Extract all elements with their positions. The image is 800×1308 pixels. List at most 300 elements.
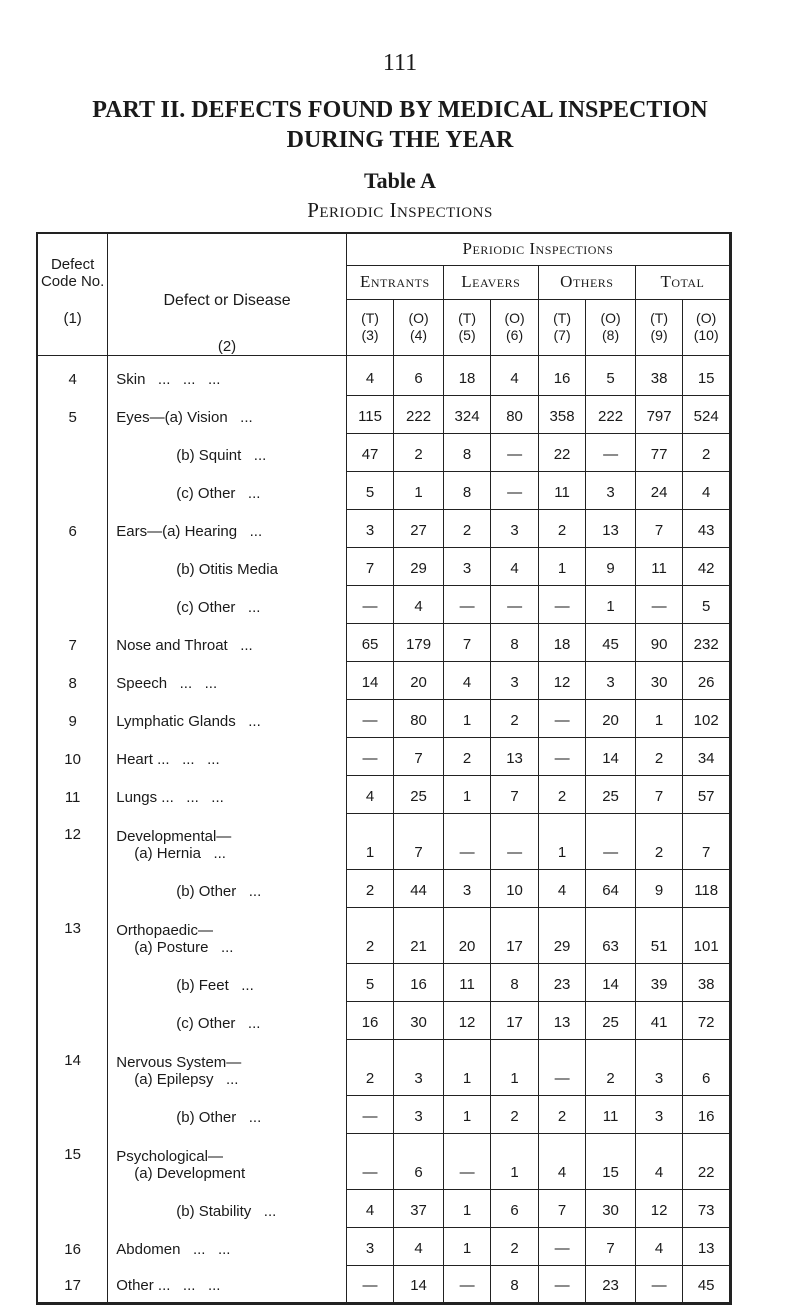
value-cell: 2	[443, 738, 491, 776]
value-cell: 102	[683, 700, 731, 738]
subcolumn-number: (6)	[506, 327, 524, 344]
subcolumn-label: (T)	[458, 310, 476, 327]
value-cell: 7	[346, 548, 394, 586]
defect-code	[37, 870, 108, 908]
value-cell: 7	[491, 776, 539, 814]
defect-code: 6	[37, 510, 108, 548]
defect-name: (b) Otitis Media	[108, 548, 347, 586]
value-cell: 23	[586, 1266, 636, 1304]
defect-name: Skin ... ... ...	[108, 356, 347, 396]
defect-name: (c) Other ...	[108, 472, 347, 510]
defect-code: 17	[37, 1266, 108, 1304]
value-cell: —	[443, 1266, 491, 1304]
subcolumn-number: (7)	[553, 327, 571, 344]
category-header-entrants: Entrants	[346, 265, 443, 299]
table-header	[37, 233, 731, 356]
value-cell: 6	[491, 1190, 539, 1228]
table-row	[37, 700, 731, 738]
value-cell: 14	[394, 1266, 444, 1304]
defect-name: Speech ... ...	[108, 662, 347, 700]
table-row	[37, 738, 731, 776]
value-cell: 4	[538, 870, 586, 908]
value-cell: 3	[491, 662, 539, 700]
value-cell: 45	[586, 624, 636, 662]
value-cell: 6	[394, 356, 444, 396]
subcolumn-label: (O)	[600, 310, 621, 327]
value-cell: 20	[586, 700, 636, 738]
subcolumn-header	[683, 299, 731, 355]
value-cell: 37	[394, 1190, 444, 1228]
defect-name: Heart ... ... ...	[108, 738, 347, 776]
value-cell: 5	[346, 964, 394, 1002]
value-cell: —	[491, 586, 539, 624]
value-cell: 7	[586, 1228, 636, 1266]
value-cell: 2	[491, 1096, 539, 1134]
value-cell: 2	[491, 700, 539, 738]
value-cell: 4	[491, 356, 539, 396]
table-row	[37, 434, 731, 472]
value-cell: —	[443, 586, 491, 624]
value-cell: —	[346, 1266, 394, 1304]
value-cell: 232	[683, 624, 731, 662]
value-cell: 3	[394, 1096, 444, 1134]
value-cell: 13	[538, 1002, 586, 1040]
defect-code	[37, 586, 108, 624]
value-cell: 63	[586, 908, 636, 964]
defect-code: 12	[37, 814, 108, 870]
value-cell: —	[346, 586, 394, 624]
value-cell: 4	[635, 1228, 683, 1266]
value-cell: 2	[683, 434, 731, 472]
value-cell: 8	[491, 964, 539, 1002]
defect-code: 10	[37, 738, 108, 776]
value-cell: 9	[586, 548, 636, 586]
value-cell: —	[346, 738, 394, 776]
value-cell: 2	[346, 870, 394, 908]
subcolumn-number: (5)	[458, 327, 476, 344]
subcolumn-header	[394, 299, 444, 355]
value-cell: 2	[635, 814, 683, 870]
table-row	[37, 586, 731, 624]
value-cell: 797	[635, 396, 683, 434]
value-cell: 9	[635, 870, 683, 908]
value-cell: 3	[346, 1228, 394, 1266]
value-cell: 27	[394, 510, 444, 548]
value-cell: —	[538, 1266, 586, 1304]
value-cell: 15	[586, 1134, 636, 1190]
value-cell: 2	[635, 738, 683, 776]
defect-subitem: (a) Hernia ...	[134, 844, 226, 862]
value-cell: 7	[394, 738, 444, 776]
defect-code: 4	[37, 356, 108, 396]
heading-line-1: PART II. DEFECTS FOUND BY MEDICAL INSPECTION	[92, 97, 708, 123]
value-cell: 2	[586, 1040, 636, 1096]
table-row	[37, 1002, 731, 1040]
defect-name: Ears—(a) Hearing ...	[108, 510, 347, 548]
table-row	[37, 1096, 731, 1134]
value-cell: —	[586, 814, 636, 870]
value-cell: 47	[346, 434, 394, 472]
value-cell: 6	[394, 1134, 444, 1190]
value-cell: 15	[683, 356, 731, 396]
value-cell: 1	[443, 1190, 491, 1228]
defect-code: 9	[37, 700, 108, 738]
value-cell: 3	[586, 662, 636, 700]
defect-subitem: (a) Posture ...	[134, 938, 234, 956]
value-cell: —	[443, 814, 491, 870]
table-subtitle: Periodic Inspections	[307, 198, 493, 222]
value-cell: 3	[635, 1096, 683, 1134]
value-cell: 222	[394, 396, 444, 434]
defect-code: 13	[37, 908, 108, 964]
value-cell: 64	[586, 870, 636, 908]
value-cell: 14	[586, 964, 636, 1002]
defect-name	[108, 1040, 347, 1096]
value-cell: 51	[635, 908, 683, 964]
value-cell: 2	[538, 510, 586, 548]
defect-name	[108, 1134, 347, 1190]
value-cell: 16	[346, 1002, 394, 1040]
subcolumn-number: (4)	[409, 327, 428, 344]
value-cell: 21	[394, 908, 444, 964]
value-cell: 7	[635, 510, 683, 548]
category-header-leavers: Leavers	[443, 265, 538, 299]
value-cell: —	[586, 434, 636, 472]
table-row	[37, 964, 731, 1002]
table-row	[37, 814, 731, 870]
value-cell: 8	[443, 472, 491, 510]
value-cell: —	[346, 1096, 394, 1134]
value-cell: —	[491, 472, 539, 510]
value-cell: 10	[491, 870, 539, 908]
table-row	[37, 1190, 731, 1228]
defect-group: Orthopaedic—	[116, 921, 213, 939]
value-cell: 7	[683, 814, 731, 870]
value-cell: 2	[346, 1040, 394, 1096]
value-cell: 1	[538, 548, 586, 586]
value-cell: 45	[683, 1266, 731, 1304]
value-cell: 11	[443, 964, 491, 1002]
value-cell: 22	[538, 434, 586, 472]
code-column-title: Defect Code No.	[40, 256, 105, 290]
value-cell: 90	[635, 624, 683, 662]
value-cell: 25	[394, 776, 444, 814]
value-cell: 3	[346, 510, 394, 548]
value-cell: 7	[635, 776, 683, 814]
value-cell: 524	[683, 396, 731, 434]
value-cell: 115	[346, 396, 394, 434]
value-cell: 12	[538, 662, 586, 700]
code-column-header	[37, 233, 108, 356]
value-cell: 3	[586, 472, 636, 510]
subcolumn-number: (10)	[693, 327, 719, 344]
value-cell: —	[491, 434, 539, 472]
subcolumn-number: (9)	[650, 327, 668, 344]
value-cell: 2	[538, 776, 586, 814]
defect-name: (c) Other ...	[108, 586, 347, 624]
value-cell: 4	[635, 1134, 683, 1190]
value-cell: 222	[586, 396, 636, 434]
value-cell: 57	[683, 776, 731, 814]
value-cell: 16	[683, 1096, 731, 1134]
value-cell: 179	[394, 624, 444, 662]
defect-name: (b) Other ...	[108, 1096, 347, 1134]
value-cell: 22	[683, 1134, 731, 1190]
value-cell: 1	[491, 1134, 539, 1190]
value-cell: 1	[491, 1040, 539, 1096]
value-cell: 17	[491, 908, 539, 964]
page-heading	[0, 95, 800, 155]
value-cell: 12	[635, 1190, 683, 1228]
value-cell: 43	[683, 510, 731, 548]
subcolumn-number: (3)	[361, 327, 379, 344]
table-title: Table A	[364, 168, 436, 193]
table-body	[37, 356, 731, 1304]
value-cell: 1	[443, 1040, 491, 1096]
table-row	[37, 776, 731, 814]
value-cell: 4	[683, 472, 731, 510]
value-cell: 358	[538, 396, 586, 434]
defect-name	[108, 908, 347, 964]
subcolumn-label: (T)	[650, 310, 669, 327]
table-row	[37, 662, 731, 700]
subcolumn-header	[538, 299, 586, 355]
value-cell: 14	[586, 738, 636, 776]
defect-subitem: (a) Development	[134, 1164, 246, 1182]
value-cell: 1	[346, 814, 394, 870]
value-cell: —	[538, 700, 586, 738]
value-cell: 1	[443, 776, 491, 814]
value-cell: 16	[538, 356, 586, 396]
value-cell: 11	[538, 472, 586, 510]
value-cell: —	[538, 1228, 586, 1266]
value-cell: 2	[443, 510, 491, 548]
value-cell: 1	[394, 472, 444, 510]
table-row	[37, 396, 731, 434]
defect-code	[37, 964, 108, 1002]
value-cell: 25	[586, 776, 636, 814]
disease-column-header	[108, 233, 347, 356]
value-cell: 5	[683, 586, 731, 624]
value-cell: 16	[394, 964, 444, 1002]
defect-group: Psychological—	[116, 1147, 223, 1165]
value-cell: 8	[443, 434, 491, 472]
subcolumn-header	[346, 299, 394, 355]
value-cell: 7	[538, 1190, 586, 1228]
table-row	[37, 356, 731, 396]
defect-code: 15	[37, 1134, 108, 1190]
table-row	[37, 908, 731, 964]
value-cell: —	[538, 586, 586, 624]
defect-code: 5	[37, 396, 108, 434]
subcolumn-label: (T)	[553, 310, 571, 327]
subcolumn-label: (O)	[504, 310, 525, 327]
defect-name: (b) Other ...	[108, 870, 347, 908]
heading-line-2: DURING THE YEAR	[286, 127, 514, 153]
subcolumn-label: (O)	[408, 310, 429, 327]
value-cell: 14	[346, 662, 394, 700]
page-number: 111	[382, 50, 418, 76]
table-row	[37, 1134, 731, 1190]
value-cell: 72	[683, 1002, 731, 1040]
value-cell: 20	[394, 662, 444, 700]
value-cell: 324	[443, 396, 491, 434]
table-row	[37, 548, 731, 586]
value-cell: 77	[635, 434, 683, 472]
value-cell: 4	[346, 776, 394, 814]
value-cell: 4	[443, 662, 491, 700]
value-cell: —	[346, 1134, 394, 1190]
table-row	[37, 472, 731, 510]
defect-name: Eyes—(a) Vision ...	[108, 396, 347, 434]
value-cell: 80	[491, 396, 539, 434]
subcolumn-header	[443, 299, 491, 355]
value-cell: 8	[491, 624, 539, 662]
value-cell: 18	[443, 356, 491, 396]
disease-column-number: (2)	[217, 338, 237, 355]
defect-name: Lungs ... ... ...	[108, 776, 347, 814]
defect-name	[108, 814, 347, 870]
value-cell: 101	[683, 908, 731, 964]
value-cell: —	[443, 1134, 491, 1190]
value-cell: 17	[491, 1002, 539, 1040]
defect-name: Other ... ... ...	[108, 1266, 347, 1304]
table-row	[37, 624, 731, 662]
value-cell: 39	[635, 964, 683, 1002]
value-cell: —	[635, 586, 683, 624]
value-cell: 65	[346, 624, 394, 662]
value-cell: 4	[538, 1134, 586, 1190]
value-cell: 4	[491, 548, 539, 586]
value-cell: —	[635, 1266, 683, 1304]
disease-column-title: Defect or Disease	[163, 292, 291, 309]
value-cell: 42	[683, 548, 731, 586]
value-cell: 2	[491, 1228, 539, 1266]
value-cell: 3	[443, 548, 491, 586]
value-cell: 1	[538, 814, 586, 870]
defect-code	[37, 548, 108, 586]
value-cell: 1	[586, 586, 636, 624]
value-cell: 26	[683, 662, 731, 700]
value-cell: 7	[443, 624, 491, 662]
defect-code: 16	[37, 1228, 108, 1266]
value-cell: 1	[635, 700, 683, 738]
subcolumn-header	[635, 299, 683, 355]
value-cell: 1	[443, 1096, 491, 1134]
defect-group: Developmental—	[116, 827, 232, 845]
defect-code: 7	[37, 624, 108, 662]
defect-name: Nose and Throat ...	[108, 624, 347, 662]
value-cell: 2	[346, 908, 394, 964]
value-cell: 30	[635, 662, 683, 700]
value-cell: 4	[346, 356, 394, 396]
value-cell: 80	[394, 700, 444, 738]
value-cell: 5	[586, 356, 636, 396]
defect-subitem: (a) Epilepsy ...	[134, 1070, 239, 1088]
value-cell: 30	[586, 1190, 636, 1228]
value-cell: 1	[443, 700, 491, 738]
table-row	[37, 1040, 731, 1096]
value-cell: —	[538, 738, 586, 776]
defect-code: 14	[37, 1040, 108, 1096]
value-cell: 11	[635, 548, 683, 586]
defect-code	[37, 434, 108, 472]
defect-code	[37, 1002, 108, 1040]
defect-name: Lymphatic Glands ...	[108, 700, 347, 738]
value-cell: 13	[586, 510, 636, 548]
defect-code	[37, 1096, 108, 1134]
value-cell: 4	[394, 586, 444, 624]
value-cell: 2	[538, 1096, 586, 1134]
defect-code	[37, 1190, 108, 1228]
table-row	[37, 1228, 731, 1266]
value-cell: 29	[394, 548, 444, 586]
value-cell: 13	[683, 1228, 731, 1266]
subcolumn-label: (T)	[361, 310, 379, 327]
periodic-inspections-header: Periodic Inspections	[346, 233, 730, 265]
value-cell: 13	[491, 738, 539, 776]
defect-name: (b) Stability ...	[108, 1190, 347, 1228]
value-cell: 41	[635, 1002, 683, 1040]
value-cell: 18	[538, 624, 586, 662]
subcolumn-header	[491, 299, 539, 355]
value-cell: —	[538, 1040, 586, 1096]
defect-name: (b) Feet ...	[108, 964, 347, 1002]
value-cell: 2	[394, 434, 444, 472]
defect-code: 8	[37, 662, 108, 700]
defect-name: Abdomen ... ...	[108, 1228, 347, 1266]
defect-name: (b) Squint ...	[108, 434, 347, 472]
value-cell: 6	[683, 1040, 731, 1096]
value-cell: 3	[394, 1040, 444, 1096]
value-cell: 11	[586, 1096, 636, 1134]
value-cell: 8	[491, 1266, 539, 1304]
value-cell: 23	[538, 964, 586, 1002]
value-cell: 38	[683, 964, 731, 1002]
defects-table	[36, 232, 732, 1305]
value-cell: 12	[443, 1002, 491, 1040]
value-cell: 3	[635, 1040, 683, 1096]
category-header-total: Total	[635, 265, 730, 299]
category-header-others: Others	[538, 265, 635, 299]
value-cell: 44	[394, 870, 444, 908]
subcolumn-label: (O)	[696, 310, 717, 327]
table-row	[37, 510, 731, 548]
defect-code	[37, 472, 108, 510]
value-cell: 3	[443, 870, 491, 908]
value-cell: —	[491, 814, 539, 870]
value-cell: 29	[538, 908, 586, 964]
value-cell: —	[346, 700, 394, 738]
defect-name: (c) Other ...	[108, 1002, 347, 1040]
value-cell: 1	[443, 1228, 491, 1266]
value-cell: 30	[394, 1002, 444, 1040]
value-cell: 4	[394, 1228, 444, 1266]
value-cell: 118	[683, 870, 731, 908]
value-cell: 7	[394, 814, 444, 870]
defect-code: 11	[37, 776, 108, 814]
value-cell: 4	[346, 1190, 394, 1228]
value-cell: 38	[635, 356, 683, 396]
value-cell: 24	[635, 472, 683, 510]
subcolumn-number: (8)	[602, 327, 620, 344]
value-cell: 34	[683, 738, 731, 776]
value-cell: 20	[443, 908, 491, 964]
value-cell: 25	[586, 1002, 636, 1040]
value-cell: 73	[683, 1190, 731, 1228]
code-column-number: (1)	[63, 310, 82, 327]
subcolumn-header	[586, 299, 636, 355]
